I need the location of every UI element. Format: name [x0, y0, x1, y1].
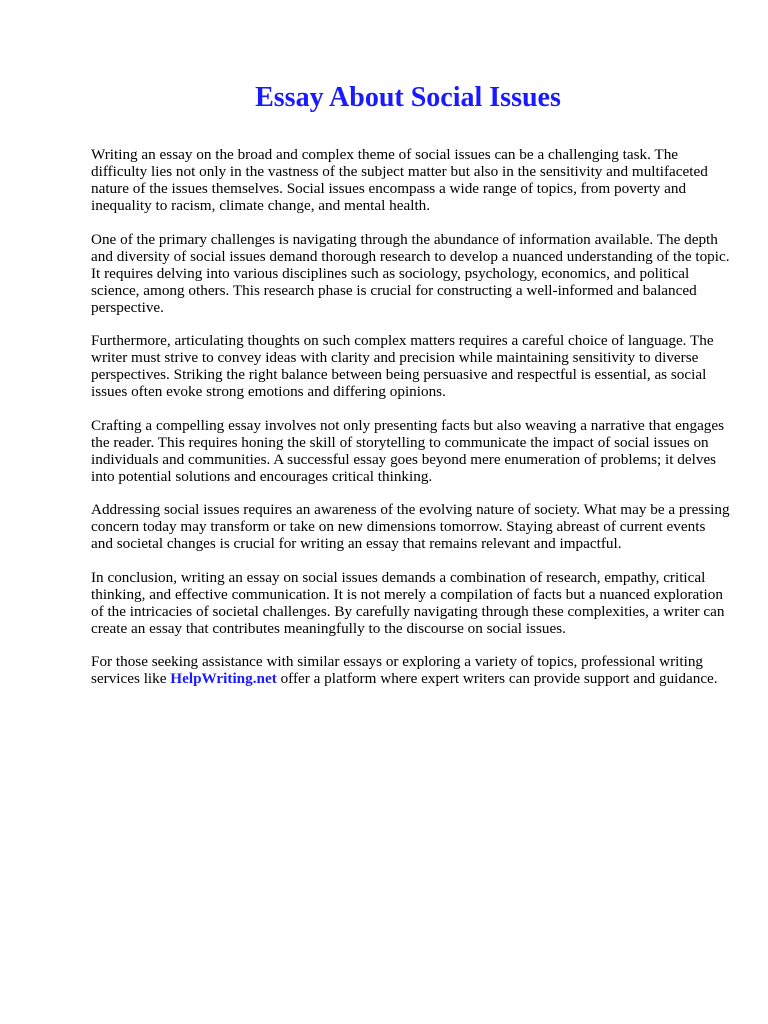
helpwriting-link[interactable]: HelpWriting.net — [170, 670, 277, 687]
paragraph-awareness: Addressing social issues requires an awareness of the evolving nature of society. What may be a pressing concern today may transform or take on new dimensions tomorrow. Staying abreast of current events and societal changes is crucial for writing an essay that remains relevant and impactful. — [91, 501, 730, 552]
closing-text-after-link: offer a platform where expert writers can provide support and guidance. — [276, 670, 718, 687]
document-title: Essay About Social Issues — [255, 82, 561, 113]
paragraph-closing — [91, 653, 731, 687]
paragraph-narrative: Crafting a compelling essay involves not only presenting facts but also weaving a narrative that engages the reader. This requires honing the skill of storytelling to communicate the impact of social issues on individuals and communities. A successful essay goes beyond mere enumeration of problems; it delves into potential solutions and encourages critical thinking. — [91, 416, 725, 485]
document-body — [91, 146, 731, 704]
paragraph-language: Furthermore, articulating thoughts on such complex matters requires a careful choice of language. The writer must strive to convey ideas with clarity and precision while maintaining sensitivity to diverse perspectives. Striking the right balance between being persuasive and respectful is essential, as social issues often evoke strong emotions and differing opinions. — [91, 332, 714, 400]
paragraph-conclusion: In conclusion, writing an essay on social issues demands a combination of research, empathy, critical thinking, and effective communication. It is not merely a compilation of facts but a nuanced exploration of the intricacies of societal challenges. By carefully navigating through these complexities, a writer can create an essay that contributes meaningfully to the discourse on social issues. — [91, 568, 725, 637]
closing-text-before-link: For those seeking assistance with similar essays or exploring a variety of topics, professional writing services like — [91, 653, 704, 687]
paragraph-intro: Writing an essay on the broad and complex theme of social issues can be a challenging task. The difficulty lies not only in the vastness of the subject matter but also in the sensitivity and multifaceted nature of the issues themselves. Social issues encompass a wide range of topics, from poverty and inequality to racism, climate change, and mental health. — [91, 146, 708, 214]
paragraph-research: One of the primary challenges is navigating through the abundance of information available. The depth and diversity of social issues demand thorough research to develop a nuanced understanding of the topic. It requires delving into various disciplines such as sociology, psychology, economics, and political science, among others. This research phase is crucial for constructing a well-informed and balanced perspective. — [91, 230, 730, 316]
